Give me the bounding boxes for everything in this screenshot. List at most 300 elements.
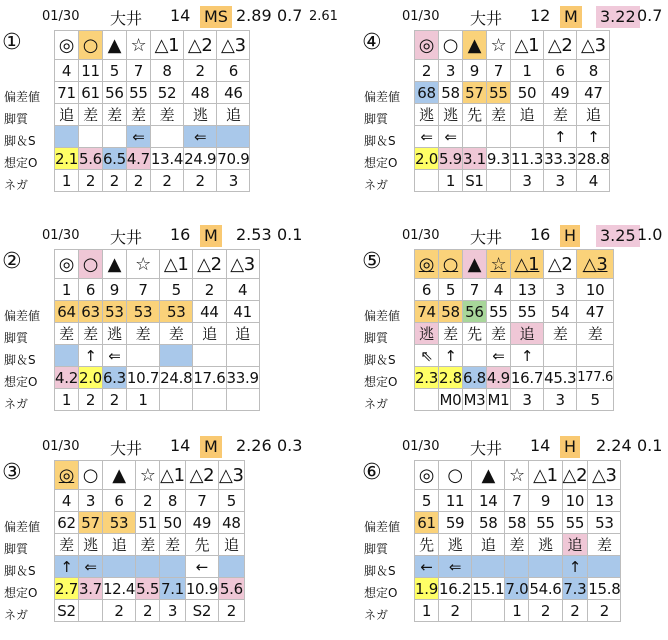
- runner-count: 14: [170, 436, 191, 455]
- deviation-cell: 49: [185, 512, 218, 534]
- expected-odds-cell: 6.8: [462, 368, 486, 387]
- row-label: 想定O: [4, 375, 38, 389]
- deviation-cell: 48: [219, 512, 245, 534]
- deviation-cell: 58: [505, 512, 529, 534]
- running-style-cell: 差: [486, 104, 510, 126]
- race-number: ⑤: [362, 249, 382, 274]
- leg-speed-cell: ←: [415, 556, 439, 578]
- expected-odds-cell: 2.1: [55, 149, 78, 168]
- leg-speed-cell: ↑: [510, 345, 543, 367]
- expected-odds-cell: 10.7: [126, 368, 160, 387]
- mark-cell: ○: [78, 31, 102, 60]
- expected-odds-row: [55, 578, 245, 600]
- horse-number-cell: 4: [486, 279, 510, 301]
- expected-odds-cell: 2.8: [438, 368, 462, 387]
- mark-cell: ▲: [472, 461, 505, 490]
- deviation-row: [55, 301, 260, 323]
- deviation-cell: 55: [486, 301, 510, 323]
- expected-odds-cell: 6.5: [102, 149, 126, 168]
- negative-cell: 2: [136, 600, 160, 622]
- leg-speed-row: [415, 126, 610, 148]
- mark-cell: △2: [193, 250, 226, 279]
- negative-cell: M0: [439, 390, 462, 409]
- deviation-cell: 71: [55, 82, 79, 104]
- running-style-cell: 逃: [415, 104, 439, 126]
- mark-cell: ◎: [415, 461, 439, 490]
- leg-speed-cell: [529, 556, 562, 578]
- row-label: 脚＆S: [364, 353, 396, 367]
- deviation-row: [55, 512, 245, 534]
- running-style-cell: 差: [126, 323, 159, 345]
- horse-number-cell: 6: [415, 279, 439, 301]
- row-label: 脚質: [364, 542, 389, 556]
- race-class-badge: M: [200, 225, 222, 247]
- deviation-cell: 44: [193, 301, 226, 323]
- negative-cell: [415, 170, 439, 192]
- mark-cell: ◎: [55, 31, 79, 60]
- negative-cell: 1: [55, 170, 79, 192]
- venue: 大井: [470, 9, 503, 28]
- leg-speed-cell: [486, 126, 510, 148]
- horse-number-cell: 8: [150, 60, 183, 82]
- expected-odds-cell: 24.9: [184, 149, 217, 168]
- horse-row: [55, 279, 260, 301]
- venue: 大井: [110, 9, 143, 28]
- deviation-cell: 61: [78, 82, 102, 104]
- running-style-cell: 追: [55, 104, 79, 126]
- marks-row: [55, 461, 245, 490]
- running-style-cell: 逃: [529, 534, 562, 556]
- deviation-cell: 54: [544, 301, 577, 323]
- mark-cell: ▲: [102, 461, 135, 490]
- leg-speed-cell: ←: [185, 556, 218, 578]
- deviation-cell: 51: [136, 512, 160, 534]
- leg-speed-cell: [577, 345, 614, 367]
- horse-number-cell: 7: [505, 490, 529, 512]
- deviation-cell: 55: [529, 512, 562, 534]
- deviation-cell: 47: [577, 301, 614, 323]
- row-label: 想定O: [4, 156, 38, 170]
- horse-number-cell: 10: [562, 490, 588, 512]
- leg-speed-cell: ↑: [78, 345, 102, 367]
- leg-speed-cell: ⇐: [486, 345, 510, 367]
- leg-speed-cell: [588, 556, 621, 578]
- negative-row: [55, 600, 245, 622]
- race-date: 01/30: [42, 439, 80, 454]
- mark-cell: △3: [588, 461, 621, 490]
- negative-cell: [486, 170, 510, 192]
- mark-cell: △1: [160, 461, 186, 490]
- value-3: 2.61: [309, 9, 338, 24]
- deviation-cell: 55: [486, 82, 510, 104]
- negative-cell: 2: [102, 389, 126, 411]
- value-2: 0.7: [637, 6, 663, 25]
- mark-cell: △2: [562, 461, 588, 490]
- expected-odds-cell: 5.6: [78, 149, 102, 168]
- horse-number-cell: 2: [184, 60, 217, 82]
- negative-cell: 3: [544, 389, 577, 411]
- running-style-cell: 追: [219, 534, 245, 556]
- race-class-badge: H: [560, 225, 580, 247]
- expected-odds-cell: 177.6: [577, 367, 614, 389]
- horse-number-cell: 2: [193, 279, 226, 301]
- deviation-cell: 50: [510, 82, 543, 104]
- running-style-cell: 逃: [102, 323, 126, 345]
- mark-cell: ☆: [486, 250, 510, 279]
- running-style-cell: 逃: [184, 104, 217, 126]
- running-style-cell: 差: [160, 323, 193, 345]
- row-label: 想定O: [364, 586, 398, 600]
- row-label: 脚＆S: [4, 564, 36, 578]
- expected-odds-cell: 7.1: [160, 579, 184, 598]
- expected-odds-cell: 6.3: [102, 368, 126, 387]
- negative-row: [415, 170, 610, 192]
- leg-speed-cell: [472, 556, 505, 578]
- leg-speed-cell: ⇖: [415, 345, 439, 367]
- negative-cell: M3: [463, 390, 486, 409]
- leg-speed-row: [415, 556, 621, 578]
- deviation-cell: 52: [150, 82, 183, 104]
- expected-odds-cell: 7.3: [563, 579, 587, 598]
- running-style-cell: 差: [55, 534, 79, 556]
- leg-speed-cell: [160, 556, 186, 578]
- expected-odds-cell: 11.3: [510, 149, 544, 168]
- horse-number-cell: 11: [78, 60, 102, 82]
- row-label: 脚＆S: [4, 134, 36, 148]
- running-style-cell: 差: [505, 534, 529, 556]
- deviation-cell: 47: [577, 82, 610, 104]
- deviation-cell: 68: [415, 82, 439, 104]
- deviation-row: [415, 512, 621, 534]
- mark-cell: △3: [217, 31, 250, 60]
- running-style-cell: 追: [472, 534, 505, 556]
- mark-cell: △2: [544, 250, 577, 279]
- mark-cell: ☆: [505, 461, 529, 490]
- value-1: 3.25: [596, 225, 640, 247]
- mark-cell: △2: [544, 31, 577, 60]
- negative-cell: [472, 600, 505, 622]
- horse-row: [415, 490, 621, 512]
- negative-cell: S2: [55, 600, 79, 622]
- leg-speed-cell: [462, 126, 486, 148]
- deviation-cell: 53: [588, 512, 621, 534]
- running-style-cell: 追: [510, 323, 543, 345]
- running-style-cell: 差: [577, 323, 614, 345]
- row-label: 偏差値: [4, 520, 41, 534]
- horse-number-cell: 9: [462, 60, 486, 82]
- negative-cell: 2: [78, 170, 102, 192]
- horse-number-cell: 13: [588, 490, 621, 512]
- value-1: 2.53: [236, 225, 272, 244]
- running-style-cell: 差: [438, 323, 462, 345]
- expected-odds-cell: 24.8: [160, 368, 193, 387]
- expected-odds-cell: 2.0: [78, 368, 102, 387]
- row-label: 脚＆S: [4, 353, 36, 367]
- running-style-cell: 逃: [438, 534, 471, 556]
- horse-number-cell: 1: [55, 279, 79, 301]
- leg-speed-cell: [78, 126, 102, 148]
- mark-cell: ○: [78, 461, 102, 490]
- leg-speed-cell: ⇐: [438, 126, 462, 148]
- horse-number-cell: 7: [185, 490, 218, 512]
- marks-row: [55, 250, 260, 279]
- horse-number-cell: 3: [544, 279, 577, 301]
- race-number: ⑥: [362, 460, 382, 485]
- negative-cell: 1: [505, 600, 529, 622]
- race-date: 01/30: [42, 228, 80, 243]
- deviation-cell: 59: [438, 512, 471, 534]
- mark-cell: ○: [438, 461, 471, 490]
- race-table: [414, 30, 610, 192]
- running-style-cell: 差: [588, 534, 621, 556]
- leg-speed-cell: [150, 126, 183, 148]
- deviation-cell: 53: [102, 512, 135, 534]
- negative-cell: 2: [438, 600, 471, 622]
- horse-number-cell: 4: [226, 279, 259, 301]
- horse-number-cell: 6: [102, 490, 135, 512]
- deviation-cell: 56: [102, 82, 126, 104]
- horse-number-cell: 4: [55, 490, 79, 512]
- horse-number-cell: 4: [55, 60, 79, 82]
- running-style-cell: 追: [102, 534, 135, 556]
- expected-odds-cell: 10.9: [185, 579, 219, 598]
- expected-odds-cell: 5.9: [438, 149, 462, 168]
- leg-speed-cell: [136, 556, 160, 578]
- running-style-cell: 追: [217, 104, 250, 126]
- mark-cell: ▲: [102, 31, 126, 60]
- leg-speed-cell: ↑: [562, 556, 588, 578]
- mark-cell: ☆: [136, 461, 160, 490]
- expected-odds-cell: 3.7: [78, 579, 102, 598]
- running-style-cell: 先: [415, 534, 439, 556]
- leg-speed-cell: ⇐: [78, 556, 102, 578]
- expected-odds-cell: 4.7: [126, 149, 150, 168]
- horse-number-cell: 5: [438, 279, 462, 301]
- deviation-cell: 53: [160, 301, 193, 323]
- runner-count: 14: [530, 436, 551, 455]
- deviation-cell: 74: [415, 301, 439, 323]
- running-style-cell: 差: [544, 323, 577, 345]
- marks-row: [415, 250, 614, 279]
- mark-cell: △2: [185, 461, 218, 490]
- horse-number-cell: 10: [577, 279, 614, 301]
- race-class-badge: M: [200, 436, 222, 458]
- mark-cell: △1: [150, 31, 183, 60]
- deviation-cell: 57: [462, 82, 486, 104]
- race-class-badge: H: [560, 436, 580, 458]
- expected-odds-row: [415, 367, 614, 389]
- deviation-cell: 62: [55, 512, 79, 534]
- running-style-cell: 逃: [415, 323, 439, 345]
- deviation-cell: 41: [226, 301, 259, 323]
- running-style-cell: 追: [193, 323, 226, 345]
- runner-count: 16: [530, 225, 551, 244]
- row-label: ネガ: [4, 397, 29, 411]
- horse-number-cell: 5: [219, 490, 245, 512]
- race-table: [414, 460, 621, 622]
- deviation-cell: 48: [184, 82, 217, 104]
- row-label: 脚＆S: [364, 564, 396, 578]
- negative-cell: 3: [544, 170, 577, 192]
- leg-speed-cell: [462, 345, 486, 367]
- horse-row: [415, 60, 610, 82]
- deviation-cell: 56: [462, 301, 486, 323]
- expected-odds-cell: 28.8: [577, 149, 610, 168]
- expected-odds-row: [415, 578, 621, 600]
- leg-speed-cell: ↑: [438, 345, 462, 367]
- race-number: ②: [2, 249, 22, 274]
- leg-speed-cell: [510, 126, 543, 148]
- leg-speed-cell: [193, 345, 226, 367]
- expected-odds-cell: 9.3: [486, 149, 510, 168]
- leg-speed-cell: [160, 345, 193, 367]
- expected-odds-cell: 7.0: [505, 579, 529, 598]
- deviation-cell: 46: [217, 82, 250, 104]
- venue: 大井: [110, 228, 143, 247]
- leg-speed-row: [55, 345, 260, 367]
- row-label: 偏差値: [4, 309, 41, 323]
- runner-count: 16: [170, 225, 191, 244]
- value-2: 0.3: [277, 436, 303, 455]
- row-label: 想定O: [364, 156, 398, 170]
- race-date: 01/30: [402, 228, 440, 243]
- row-label: ネガ: [364, 178, 389, 192]
- horse-number-cell: 3: [78, 490, 102, 512]
- running-style-row: [415, 323, 614, 345]
- mark-cell: △1: [529, 461, 562, 490]
- deviation-cell: 49: [544, 82, 577, 104]
- negative-cell: S1: [462, 170, 486, 192]
- leg-speed-row: [415, 345, 614, 367]
- negative-cell: [160, 389, 193, 411]
- running-style-cell: 追: [562, 534, 588, 556]
- deviation-row: [415, 301, 614, 323]
- running-style-cell: 差: [126, 104, 150, 126]
- negative-cell: 3: [160, 600, 186, 622]
- expected-odds-cell: 12.4: [102, 579, 136, 598]
- running-style-cell: 差: [544, 104, 577, 126]
- leg-speed-cell: [219, 556, 245, 578]
- row-label: ネガ: [4, 178, 29, 192]
- horse-number-cell: 7: [126, 60, 150, 82]
- mark-cell: ◎: [415, 31, 439, 60]
- horse-number-cell: 7: [126, 279, 159, 301]
- mark-cell: ◎: [55, 461, 79, 490]
- race-class-badge: M: [560, 6, 582, 28]
- row-label: 脚質: [4, 542, 29, 556]
- row-label: 偏差値: [364, 90, 401, 104]
- mark-cell: ○: [438, 31, 462, 60]
- leg-speed-cell: ⇐: [184, 126, 217, 148]
- deviation-cell: 58: [472, 512, 505, 534]
- value-2: 0.7: [277, 6, 303, 25]
- expected-odds-cell: 2.3: [415, 368, 438, 387]
- expected-odds-cell: 70.9: [217, 149, 250, 168]
- row-label: ネガ: [4, 608, 29, 622]
- value-1: 3.22: [596, 6, 640, 28]
- expected-odds-cell: 16.7: [510, 368, 544, 387]
- mark-cell: ○: [438, 250, 462, 279]
- expected-odds-cell: 5.5: [136, 579, 160, 598]
- leg-speed-cell: [55, 126, 79, 148]
- race-number: ①: [2, 30, 22, 55]
- deviation-cell: 57: [78, 512, 102, 534]
- running-style-cell: 差: [150, 104, 183, 126]
- leg-speed-cell: ⇐: [102, 345, 126, 367]
- leg-speed-cell: ⇐: [415, 126, 439, 148]
- negative-cell: [226, 389, 259, 411]
- expected-odds-cell: 33.9: [226, 368, 259, 387]
- expected-odds-cell: 33.3: [544, 149, 577, 168]
- mark-cell: ☆: [126, 31, 150, 60]
- leg-speed-cell: [505, 556, 529, 578]
- runner-count: 12: [530, 6, 551, 25]
- running-style-row: [415, 534, 621, 556]
- negative-cell: 2: [102, 600, 135, 622]
- running-style-cell: 差: [78, 323, 102, 345]
- deviation-cell: 53: [102, 301, 126, 323]
- negative-cell: 2: [529, 600, 562, 622]
- negative-cell: 2: [150, 170, 183, 192]
- negative-cell: 2: [102, 170, 126, 192]
- running-style-cell: 差: [55, 323, 79, 345]
- mark-cell: ◎: [415, 250, 439, 279]
- race-date: 01/30: [402, 439, 440, 454]
- expected-odds-cell: 15.1: [472, 579, 505, 598]
- value-2: 1.0: [637, 225, 663, 244]
- deviation-cell: 61: [415, 512, 439, 534]
- running-style-cell: 先: [185, 534, 218, 556]
- horse-number-cell: 7: [462, 279, 486, 301]
- negative-cell: 2: [588, 600, 621, 622]
- mark-cell: △3: [219, 461, 245, 490]
- leg-speed-cell: ↑: [544, 126, 577, 148]
- negative-cell: 3: [510, 170, 543, 192]
- running-style-row: [55, 323, 260, 345]
- marks-row: [55, 31, 250, 60]
- race-table: [54, 460, 245, 622]
- negative-cell: 1: [415, 600, 439, 622]
- running-style-row: [55, 104, 250, 126]
- horse-number-cell: 5: [102, 60, 126, 82]
- leg-speed-cell: [55, 345, 79, 367]
- leg-speed-cell: ⇐: [438, 556, 471, 578]
- negative-cell: [78, 600, 102, 622]
- expected-odds-row: [55, 367, 260, 389]
- leg-speed-cell: [226, 345, 259, 367]
- negative-cell: 2: [219, 600, 245, 622]
- horse-number-cell: 6: [544, 60, 577, 82]
- running-style-cell: 逃: [78, 534, 102, 556]
- horse-row: [415, 279, 614, 301]
- running-style-cell: 差: [486, 323, 510, 345]
- horse-number-cell: 2: [136, 490, 160, 512]
- deviation-cell: 53: [126, 301, 159, 323]
- leg-speed-cell: [544, 345, 577, 367]
- negative-row: [415, 389, 614, 411]
- expected-odds-cell: 45.3: [544, 368, 577, 387]
- mark-cell: △3: [226, 250, 259, 279]
- race-date: 01/30: [42, 9, 80, 24]
- horse-row: [55, 60, 250, 82]
- horse-number-cell: 6: [217, 60, 250, 82]
- expected-odds-cell: 16.2: [438, 579, 472, 598]
- negative-cell: 1: [126, 389, 159, 411]
- running-style-row: [415, 104, 610, 126]
- deviation-cell: 64: [55, 301, 79, 323]
- leg-speed-row: [55, 556, 245, 578]
- mark-cell: △1: [510, 31, 543, 60]
